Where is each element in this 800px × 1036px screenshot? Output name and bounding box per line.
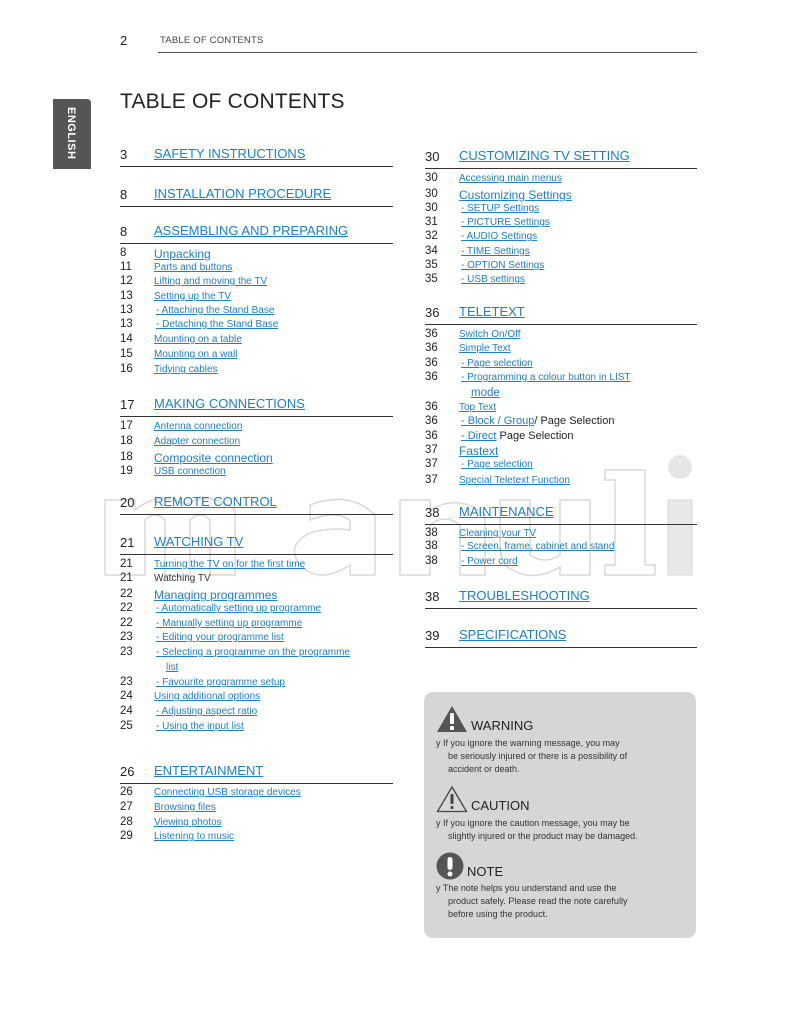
toc-item (120, 247, 393, 262)
item-link[interactable]: Top Text (459, 402, 497, 413)
toc-item (120, 801, 393, 816)
item-link[interactable]: Turning the TV on for the first time (154, 559, 306, 570)
toc-item (425, 202, 697, 217)
caution-line: If you ignore the caution message, you may be (443, 818, 630, 828)
item-page: 27 (120, 801, 133, 813)
toc-section-teletext (425, 301, 697, 486)
section-page: 8 (120, 187, 128, 202)
item-page: 24 (120, 705, 133, 717)
item-link[interactable]: Fastext (459, 444, 499, 458)
item-link-continuation[interactable]: mode (471, 387, 500, 399)
item-page: 30 (425, 172, 438, 184)
section-link[interactable]: CUSTOMIZING TV SETTING (459, 148, 630, 163)
item-link[interactable]: - Editing your programme list (156, 632, 284, 643)
toc-section-assembling-and-preparing (120, 220, 393, 375)
page-number: 2 (120, 33, 128, 48)
item-page: 30 (425, 188, 438, 200)
section-link[interactable]: MAKING CONNECTIONS (154, 396, 305, 411)
item-link-continuation[interactable]: list (166, 662, 179, 673)
toc-item (120, 690, 393, 705)
item-link-text[interactable]: - Direct (461, 430, 497, 442)
item-page: 18 (120, 435, 133, 447)
item-page: 22 (120, 617, 133, 629)
caution-line: slightly injured or the product may be damaged. (448, 831, 638, 841)
toc-item (425, 245, 697, 260)
item-page: 26 (120, 786, 133, 798)
item-link[interactable]: USB connection (154, 466, 226, 477)
item-page: 36 (425, 371, 438, 383)
item-page: 36 (425, 342, 438, 354)
toc-section-specifications (425, 624, 697, 648)
item-page: 37 (425, 458, 438, 470)
toc-section-remote-control (120, 491, 393, 515)
section-link[interactable]: TELETEXT (459, 304, 525, 319)
toc-item (425, 555, 697, 570)
section-link[interactable]: REMOTE CONTROL (154, 494, 277, 509)
caution-title: CAUTION (471, 798, 530, 813)
item-link[interactable]: - Screen, frame, cabinet and stand (461, 541, 615, 552)
item-link[interactable]: - Selecting a programme on the programme (156, 647, 350, 658)
section-page: 38 (425, 589, 440, 604)
item-page: 13 (120, 304, 133, 316)
section-page: 36 (425, 305, 440, 320)
item-page: 23 (120, 646, 133, 658)
toc-item (425, 415, 697, 430)
section-page: 21 (120, 535, 135, 550)
item-link[interactable]: Unpacking (154, 247, 211, 261)
item-link[interactable]: - USB settings (461, 274, 525, 285)
toc-item (120, 348, 393, 363)
section-page: 38 (425, 505, 440, 520)
item-link[interactable]: - TIME Settings (461, 246, 530, 257)
toc-section-installation-procedure (120, 183, 393, 207)
item-suffix: / Page Selection (534, 415, 615, 427)
item-link[interactable]: - SETUP Settings (461, 203, 540, 214)
item-page: 22 (120, 588, 133, 600)
item-link[interactable]: Customizing Settings (459, 188, 572, 202)
item-page: 36 (425, 401, 438, 413)
toc-item (120, 572, 393, 587)
item-link[interactable]: - OPTION Settings (461, 260, 545, 271)
item-link[interactable]: - Attaching the Stand Base (156, 305, 275, 316)
item-text: Watching TV (154, 573, 211, 584)
toc-item (120, 304, 393, 319)
toc-item (120, 588, 393, 603)
toc-item (120, 617, 393, 632)
section-link[interactable]: MAINTENANCE (459, 504, 554, 519)
section-link[interactable]: ENTERTAINMENT (154, 763, 264, 778)
toc-section-making-connections (120, 393, 393, 477)
item-link[interactable]: - Page selection (461, 358, 533, 369)
note-title: NOTE (467, 864, 504, 879)
toc-item (425, 188, 697, 203)
item-page: 25 (120, 720, 133, 732)
section-link[interactable]: INSTALLATION PROCEDURE (154, 186, 332, 201)
item-link[interactable]: Special Teletext Function (459, 475, 570, 486)
item-link[interactable]: - Power cord (461, 556, 518, 567)
item-page: 21 (120, 572, 133, 584)
item-page: 37 (425, 474, 438, 486)
item-page: 19 (120, 465, 133, 477)
item-page: 23 (120, 631, 133, 643)
item-page: 34 (425, 245, 438, 257)
item-page: 13 (120, 290, 133, 302)
item-link[interactable]: Listening to music (154, 831, 235, 842)
toc-item (425, 230, 697, 245)
item-link[interactable]: - Using the input list (156, 721, 244, 732)
toc-item (120, 646, 393, 673)
item-page: 38 (425, 527, 438, 539)
item-page: 38 (425, 555, 438, 567)
section-link[interactable]: WATCHING TV (154, 534, 244, 549)
toc-item (120, 451, 393, 466)
toc-section-watching-tv (120, 531, 393, 732)
item-page: 36 (425, 430, 438, 442)
toc-item (120, 275, 393, 290)
item-page: 24 (120, 690, 133, 702)
item-page: 35 (425, 273, 438, 285)
toc-item (425, 357, 697, 372)
toc-item (425, 444, 697, 459)
warning-text (436, 737, 627, 776)
toc-item (120, 816, 393, 831)
toc-item (120, 363, 393, 378)
item-page: 29 (120, 830, 133, 842)
item-link[interactable]: - Manually setting up programme (156, 618, 303, 629)
item-link[interactable]: Antenna connection (154, 421, 243, 432)
exclamation-circle-icon (436, 852, 464, 880)
toc-item (425, 430, 697, 445)
item-link[interactable]: Cleaning your TV (459, 528, 537, 539)
item-page: 15 (120, 348, 133, 360)
toc-item (425, 474, 697, 489)
item-link[interactable]: Adapter connection (154, 436, 241, 447)
toc-item (120, 435, 393, 450)
item-link[interactable]: Managing programmes (154, 588, 278, 602)
item-link[interactable]: Parts and buttons (154, 262, 233, 273)
item-link[interactable]: Composite connection (154, 451, 273, 465)
item-link[interactable]: - Page selection (461, 459, 533, 470)
toc-item (120, 261, 393, 276)
toc-item (120, 602, 393, 617)
bullet-marker: y (436, 738, 441, 748)
item-link[interactable]: Accessing main menus (459, 173, 562, 184)
item-link[interactable]: Viewing photos (154, 817, 222, 828)
running-title: TABLE OF CONTENTS (160, 35, 264, 46)
item-page: 38 (425, 540, 438, 552)
item-page: 12 (120, 275, 133, 287)
section-page: 17 (120, 397, 135, 412)
bullet-marker: y (436, 818, 441, 828)
toc-item (120, 558, 393, 573)
item-link[interactable] (461, 415, 614, 427)
warning-title: WARNING (471, 718, 534, 733)
section-page: 3 (120, 147, 128, 162)
item-link[interactable]: - Favourite programme setup (156, 677, 285, 688)
section-page: 39 (425, 628, 440, 643)
note-line: before using the product. (448, 909, 548, 919)
toc-item (425, 401, 697, 416)
caution-triangle-icon (436, 785, 468, 813)
safety-notice-box (424, 692, 696, 938)
item-link[interactable]: Using additional options (154, 691, 261, 702)
toc-section-safety-instructions (120, 143, 393, 167)
section-link[interactable]: SPECIFICATIONS (459, 627, 567, 642)
item-page: 32 (425, 230, 438, 242)
item-suffix: Page Selection (496, 430, 574, 442)
item-page: 36 (425, 357, 438, 369)
note-text (436, 882, 627, 921)
item-page: 14 (120, 333, 133, 345)
item-page: 17 (120, 420, 133, 432)
toc-item (120, 676, 393, 691)
toc-item (120, 720, 393, 735)
header-divider (158, 52, 697, 53)
section-link[interactable]: SAFETY INSTRUCTIONS (154, 146, 306, 161)
warning-triangle-icon (436, 705, 468, 733)
toc-item (425, 259, 697, 274)
item-link[interactable]: Lifting and moving the TV (154, 276, 268, 287)
toc-item (120, 290, 393, 305)
item-page: 18 (120, 451, 133, 463)
item-link[interactable]: - Programming a colour button in LIST (461, 372, 631, 383)
section-page: 30 (425, 149, 440, 164)
toc-item (425, 273, 697, 288)
toc-item (120, 830, 393, 845)
item-page: 11 (120, 261, 132, 273)
item-link[interactable]: - Automatically setting up programme (156, 603, 322, 614)
item-page: 28 (120, 816, 133, 828)
toc-item (120, 333, 393, 348)
toc-item (120, 705, 393, 720)
item-link[interactable]: - Detaching the Stand Base (156, 319, 279, 330)
item-link[interactable]: Tidying cables (154, 364, 218, 375)
toc-section-troubleshooting (425, 585, 697, 609)
section-link[interactable]: ASSEMBLING AND PREPARING (154, 223, 349, 238)
toc-section-entertainment (120, 760, 393, 842)
item-page: 16 (120, 363, 133, 375)
section-page: 26 (120, 764, 135, 779)
language-tab-label: ENGLISH (65, 107, 77, 160)
item-page: 31 (425, 216, 438, 228)
item-page: 30 (425, 202, 438, 214)
toc-item (425, 172, 697, 187)
item-page: 21 (120, 558, 133, 570)
bullet-marker: y (436, 883, 441, 893)
section-page: 20 (120, 495, 135, 510)
item-link[interactable]: Mounting on a wall (154, 349, 238, 360)
item-page: 22 (120, 602, 133, 614)
warning-line: If you ignore the warning message, you may (443, 738, 620, 748)
toc-item (120, 631, 393, 646)
toc-item (425, 458, 697, 473)
section-link[interactable]: TROUBLESHOOTING (459, 588, 590, 603)
item-link[interactable]: Connecting USB storage devices (154, 787, 301, 798)
note-line: The note helps you understand and use the (442, 883, 617, 893)
item-page: 35 (425, 259, 438, 271)
toc-item (425, 371, 697, 399)
toc-item (120, 420, 393, 435)
caution-text (436, 817, 638, 843)
item-link[interactable]: - AUDIO Settings (461, 231, 538, 242)
item-page: 36 (425, 415, 438, 427)
item-page: 37 (425, 444, 438, 456)
toc-item (425, 342, 697, 357)
item-link[interactable]: Setting up the TV (154, 291, 232, 302)
item-link[interactable]: Switch On/Off (459, 329, 521, 340)
toc-section-maintenance (425, 501, 697, 567)
toc-item (425, 328, 697, 343)
item-link[interactable] (461, 430, 574, 442)
item-link[interactable]: Mounting on a table (154, 334, 242, 345)
toc-item (120, 786, 393, 801)
toc-item (425, 216, 697, 231)
toc-section-customizing-tv-setting (425, 145, 697, 285)
item-link[interactable]: - Adjusting aspect ratio (156, 706, 258, 717)
toc-item (120, 318, 393, 333)
warning-line: accident or death. (448, 764, 520, 774)
item-link[interactable]: Browsing files (154, 802, 216, 813)
item-page: 8 (120, 247, 127, 259)
item-page: 36 (425, 328, 438, 340)
item-link[interactable]: - PICTURE Settings (461, 217, 550, 228)
warning-line: be seriously injured or there is a possibility of (448, 751, 628, 761)
note-line: product safely. Please read the note carefully (448, 896, 628, 906)
toc-item (120, 465, 393, 480)
language-tab (53, 99, 91, 169)
item-link-text[interactable]: - Block / Group (461, 415, 535, 427)
item-page: 23 (120, 676, 133, 688)
item-page: 13 (120, 318, 133, 330)
section-page: 8 (120, 224, 128, 239)
page-title: TABLE OF CONTENTS (120, 90, 345, 113)
item-link[interactable]: Simple Text (459, 343, 511, 354)
toc-item (425, 540, 697, 555)
